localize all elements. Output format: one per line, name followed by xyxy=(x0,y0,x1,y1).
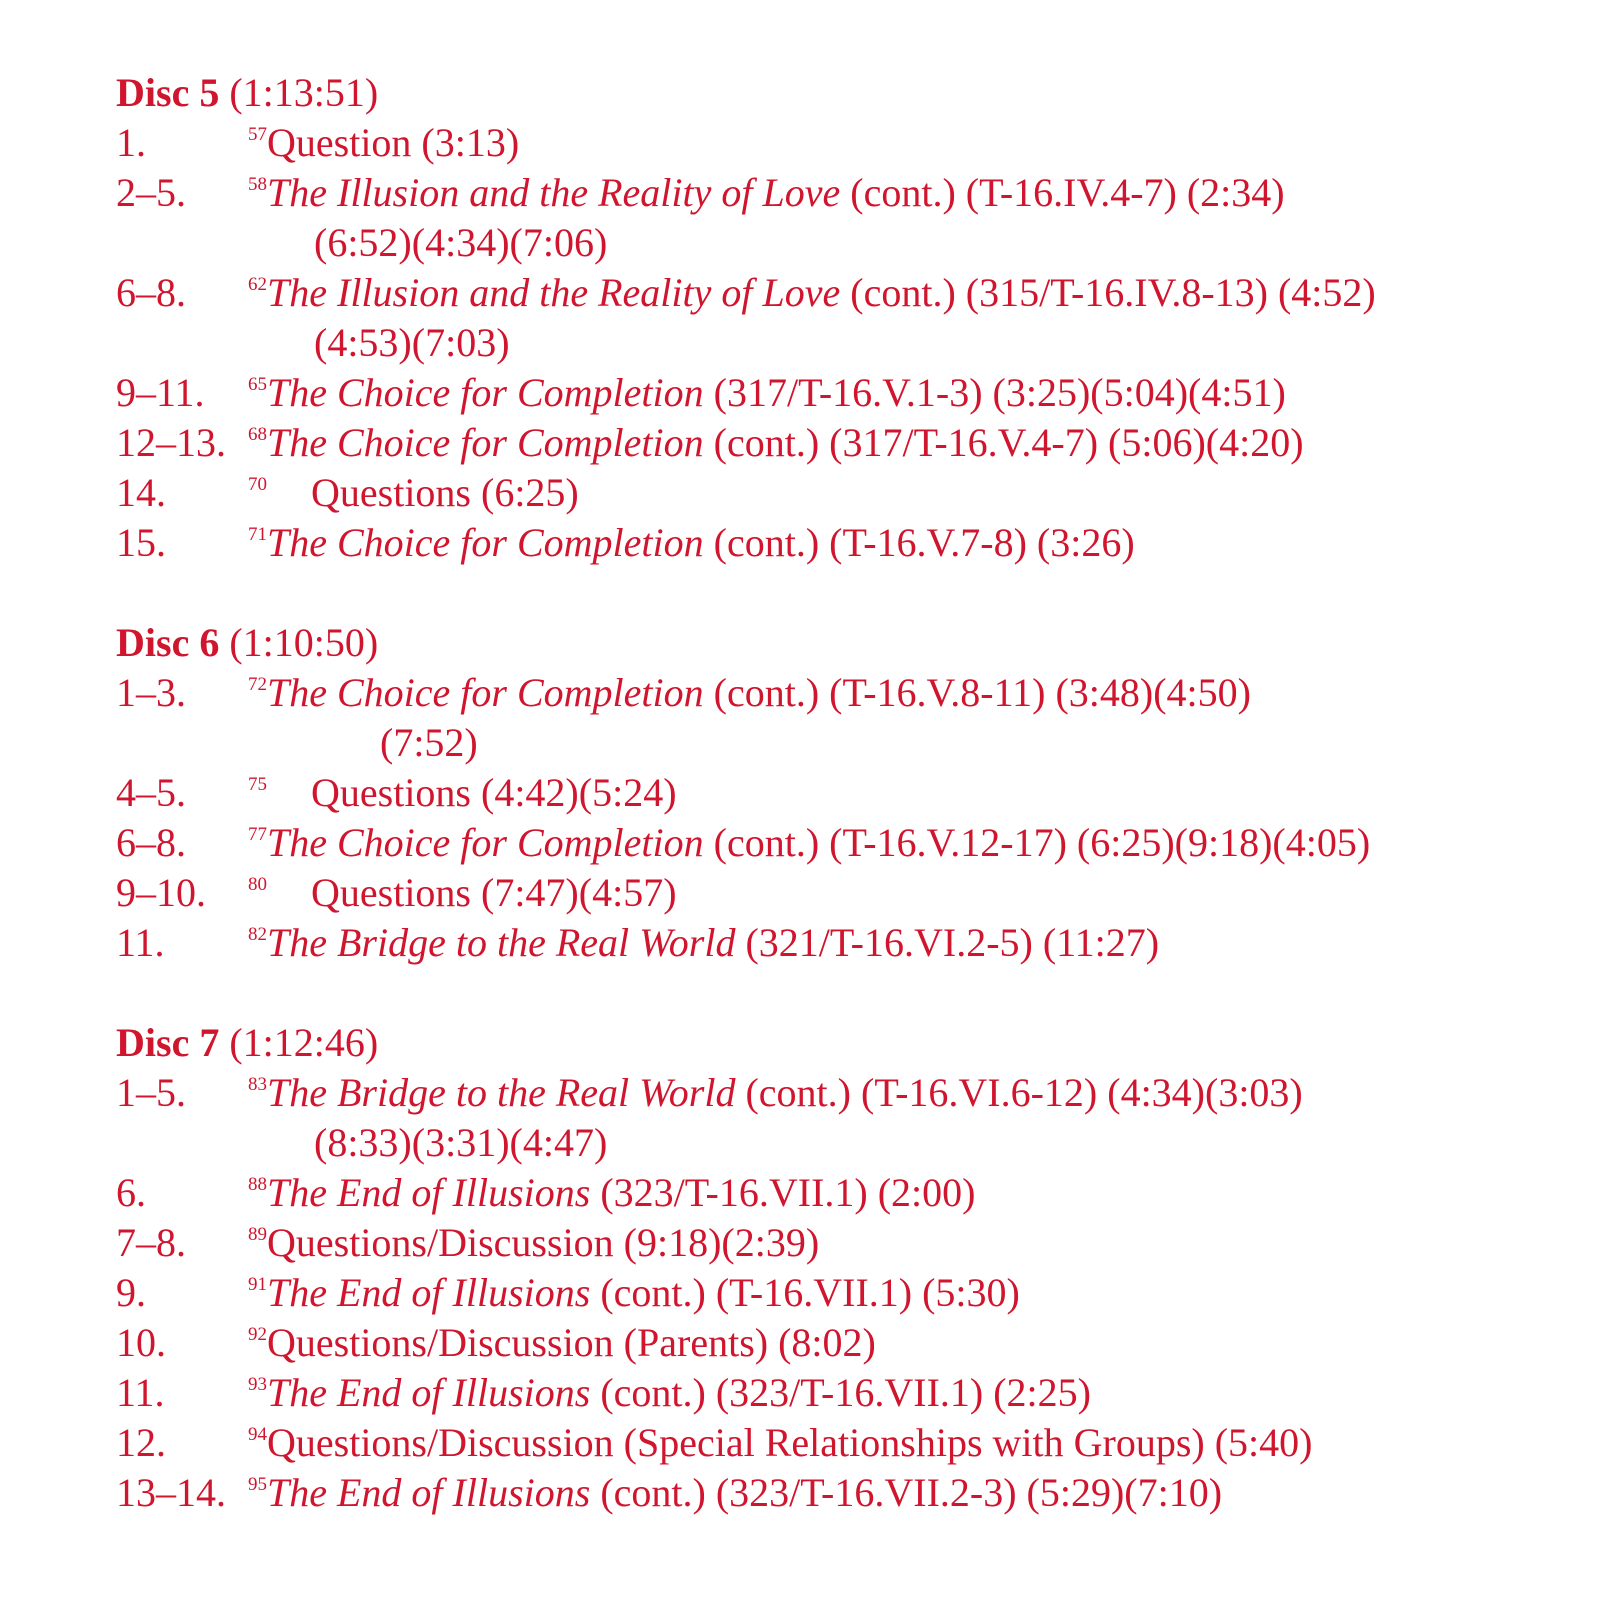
track-description xyxy=(248,1318,1556,1368)
track-number: 10. xyxy=(116,1320,166,1365)
footnote-number: 91 xyxy=(248,1274,267,1295)
disc-duration: (1:10:50) xyxy=(229,620,379,665)
track-line xyxy=(248,1218,1556,1268)
track-detail: Questions/Discussion (Parents) (8:02) xyxy=(267,1320,876,1365)
track-row xyxy=(116,518,1556,568)
track-text xyxy=(267,370,1286,415)
section-title: The Bridge to the Real World xyxy=(267,1070,736,1115)
disc-heading xyxy=(116,68,1556,118)
track-row xyxy=(116,1268,1556,1318)
footnote-number: 65 xyxy=(248,374,267,395)
track-line xyxy=(248,1068,1556,1118)
section-title: The End of Illusions xyxy=(267,1270,591,1315)
track-description xyxy=(248,118,1556,168)
disc-duration: (1:13:51) xyxy=(229,70,379,115)
track-text xyxy=(267,1220,819,1265)
footnote-number: 94 xyxy=(248,1424,267,1445)
track-continuation: (6:52)(4:34)(7:06) xyxy=(314,220,608,265)
disc-heading xyxy=(116,618,1556,668)
track-detail: (cont.) (T-16.V.8-11) (3:48)(4:50) xyxy=(703,670,1251,715)
track-row xyxy=(116,468,1556,518)
track-text xyxy=(267,1170,975,1215)
track-description xyxy=(248,1418,1556,1468)
track-line xyxy=(248,668,1556,718)
track-number: 1–5. xyxy=(116,1070,186,1115)
section-title: The Choice for Completion xyxy=(267,520,704,565)
track-description xyxy=(248,1068,1556,1168)
track-row xyxy=(116,118,1556,168)
track-continuation: (7:52) xyxy=(380,720,478,765)
track-text xyxy=(267,820,1370,865)
track-detail: (cont.) (T-16.V.12-17) (6:25)(9:18)(4:05) xyxy=(703,820,1371,865)
track-description xyxy=(248,1218,1556,1268)
track-detail: (cont.) (323/T-16.VII.1) (2:25) xyxy=(590,1370,1091,1415)
track-row xyxy=(116,1168,1556,1218)
track-text xyxy=(311,868,677,918)
footnote-number: 62 xyxy=(248,274,267,295)
footnote-number: 58 xyxy=(248,174,267,195)
track-description xyxy=(248,868,1556,918)
footnote-number: 72 xyxy=(248,674,267,695)
track-row xyxy=(116,1368,1556,1418)
track-number: 6–8. xyxy=(116,820,186,865)
track-text xyxy=(311,768,677,818)
track-row xyxy=(116,768,1556,818)
track-row xyxy=(116,1468,1556,1518)
track-row xyxy=(116,418,1556,468)
footnote-number: 83 xyxy=(248,1074,267,1095)
track-text xyxy=(267,1420,1312,1465)
track-description xyxy=(248,1268,1556,1318)
track-line xyxy=(248,368,1556,418)
track-text xyxy=(267,1320,876,1365)
track-detail: (cont.) (317/T-16.V.4-7) (5:06)(4:20) xyxy=(703,420,1304,465)
track-detail: Questions (4:42)(5:24) xyxy=(311,770,677,815)
disc-section xyxy=(116,618,1556,968)
track-text xyxy=(267,1270,1020,1315)
track-text xyxy=(267,120,519,165)
disc-duration: (1:12:46) xyxy=(229,1020,379,1065)
track-detail: (cont.) (315/T-16.IV.8-13) (4:52) xyxy=(840,270,1376,315)
track-description xyxy=(248,368,1556,418)
track-text xyxy=(311,468,579,518)
disc-section xyxy=(116,68,1556,568)
track-detail: (321/T-16.VI.2-5) (11:27) xyxy=(735,920,1160,965)
track-line xyxy=(248,1368,1556,1418)
track-description xyxy=(248,918,1556,968)
track-number: 6–8. xyxy=(116,270,186,315)
track-number: 14. xyxy=(116,470,166,515)
track-row xyxy=(116,1218,1556,1268)
track-text xyxy=(267,1370,1091,1415)
track-number: 9–11. xyxy=(116,370,205,415)
track-detail: (cont.) (T-16.V.7-8) (3:26) xyxy=(703,520,1135,565)
track-listing xyxy=(116,68,1556,1568)
track-line xyxy=(248,118,1556,168)
track-line xyxy=(248,268,1556,318)
track-row xyxy=(116,818,1556,868)
footnote-number: 77 xyxy=(248,824,267,845)
track-line xyxy=(248,1418,1556,1468)
track-number: 7–8. xyxy=(116,1220,186,1265)
track-line xyxy=(248,1168,1556,1218)
track-line xyxy=(248,418,1556,468)
section-title: The Illusion and the Reality of Love xyxy=(267,170,841,215)
footnote-number: 93 xyxy=(248,1374,267,1395)
disc-heading xyxy=(116,1018,1556,1068)
track-row xyxy=(116,1418,1556,1468)
track-text xyxy=(267,920,1159,965)
track-row xyxy=(116,868,1556,918)
footnote-number: 70 xyxy=(248,474,267,495)
track-line xyxy=(248,918,1556,968)
track-detail: (cont.) (T-16.VII.1) (5:30) xyxy=(590,1270,1020,1315)
track-detail: (cont.) (T-16.VI.6-12) (4:34)(3:03) xyxy=(735,1070,1303,1115)
track-line xyxy=(248,1318,1556,1368)
track-text xyxy=(267,670,1251,715)
track-text xyxy=(267,170,1285,215)
section-title: The End of Illusions xyxy=(267,1170,591,1215)
track-number: 15. xyxy=(116,520,166,565)
track-continuation: (4:53)(7:03) xyxy=(314,320,510,365)
track-detail: Questions (7:47)(4:57) xyxy=(311,870,677,915)
section-title: The End of Illusions xyxy=(267,1470,591,1515)
disc-name: Disc 5 xyxy=(116,70,220,115)
track-description xyxy=(248,168,1556,268)
track-number: 1. xyxy=(116,120,146,165)
track-text xyxy=(267,1070,1303,1115)
footnote-number: 89 xyxy=(248,1224,267,1245)
footnote-number: 68 xyxy=(248,424,267,445)
track-number: 4–5. xyxy=(116,770,186,815)
footnote-number: 71 xyxy=(248,524,267,545)
track-detail: (cont.) (323/T-16.VII.2-3) (5:29)(7:10) xyxy=(590,1470,1223,1515)
track-text xyxy=(267,1470,1222,1515)
track-text xyxy=(267,420,1304,465)
section-title: The End of Illusions xyxy=(267,1370,591,1415)
track-text xyxy=(267,520,1135,565)
track-line xyxy=(248,768,1556,818)
track-line xyxy=(248,1268,1556,1318)
track-row xyxy=(116,368,1556,418)
track-row xyxy=(116,668,1556,768)
section-title: The Illusion and the Reality of Love xyxy=(267,270,841,315)
footnote-number: 82 xyxy=(248,924,267,945)
track-detail: Question (3:13) xyxy=(267,120,520,165)
track-detail: (cont.) (T-16.IV.4-7) (2:34) xyxy=(840,170,1285,215)
track-row xyxy=(116,1318,1556,1368)
track-row xyxy=(116,1068,1556,1168)
track-number: 12. xyxy=(116,1420,166,1465)
track-description xyxy=(248,468,1556,518)
track-line xyxy=(248,168,1556,218)
section-title: The Choice for Completion xyxy=(267,820,704,865)
track-row xyxy=(116,918,1556,968)
track-number: 9. xyxy=(116,1270,146,1315)
track-detail: (323/T-16.VII.1) (2:00) xyxy=(590,1170,976,1215)
track-line xyxy=(248,518,1556,568)
footnote-number: 92 xyxy=(248,1324,267,1345)
track-description xyxy=(248,768,1556,818)
track-line xyxy=(248,1468,1556,1518)
track-continuation: (8:33)(3:31)(4:47) xyxy=(314,1120,608,1165)
track-description xyxy=(248,668,1556,768)
track-description xyxy=(248,1368,1556,1418)
track-text xyxy=(267,270,1376,315)
track-number: 11. xyxy=(116,1370,165,1415)
track-line xyxy=(248,818,1556,868)
footnote-number: 57 xyxy=(248,124,267,145)
footnote-number: 75 xyxy=(248,774,267,795)
track-number: 1–3. xyxy=(116,670,186,715)
footnote-number: 80 xyxy=(248,874,267,895)
track-number: 9–10. xyxy=(116,870,206,915)
section-title: The Choice for Completion xyxy=(267,370,704,415)
track-description xyxy=(248,1468,1556,1518)
track-detail: Questions (6:25) xyxy=(311,470,579,515)
track-detail: Questions/Discussion (Special Relationships with Groups) (5:40) xyxy=(267,1420,1313,1465)
track-row xyxy=(116,268,1556,368)
track-detail: Questions/Discussion (9:18)(2:39) xyxy=(267,1220,820,1265)
track-description xyxy=(248,268,1556,368)
track-number: 13–14. xyxy=(116,1470,226,1515)
track-description xyxy=(248,418,1556,468)
track-line xyxy=(248,868,1556,918)
track-line xyxy=(248,468,1556,518)
track-description xyxy=(248,518,1556,568)
section-title: The Choice for Completion xyxy=(267,420,704,465)
disc-name: Disc 7 xyxy=(116,1020,220,1065)
track-number: 2–5. xyxy=(116,170,186,215)
footnote-number: 88 xyxy=(248,1174,267,1195)
section-title: The Bridge to the Real World xyxy=(267,920,736,965)
track-number: 6. xyxy=(116,1170,146,1215)
track-detail: (317/T-16.V.1-3) (3:25)(5:04)(4:51) xyxy=(703,370,1286,415)
track-description xyxy=(248,1168,1556,1218)
track-number: 12–13. xyxy=(116,420,226,465)
track-description xyxy=(248,818,1556,868)
disc-section xyxy=(116,1018,1556,1518)
section-title: The Choice for Completion xyxy=(267,670,704,715)
track-row xyxy=(116,168,1556,268)
footnote-number: 95 xyxy=(248,1474,267,1495)
track-number: 11. xyxy=(116,920,165,965)
disc-name: Disc 6 xyxy=(116,620,220,665)
